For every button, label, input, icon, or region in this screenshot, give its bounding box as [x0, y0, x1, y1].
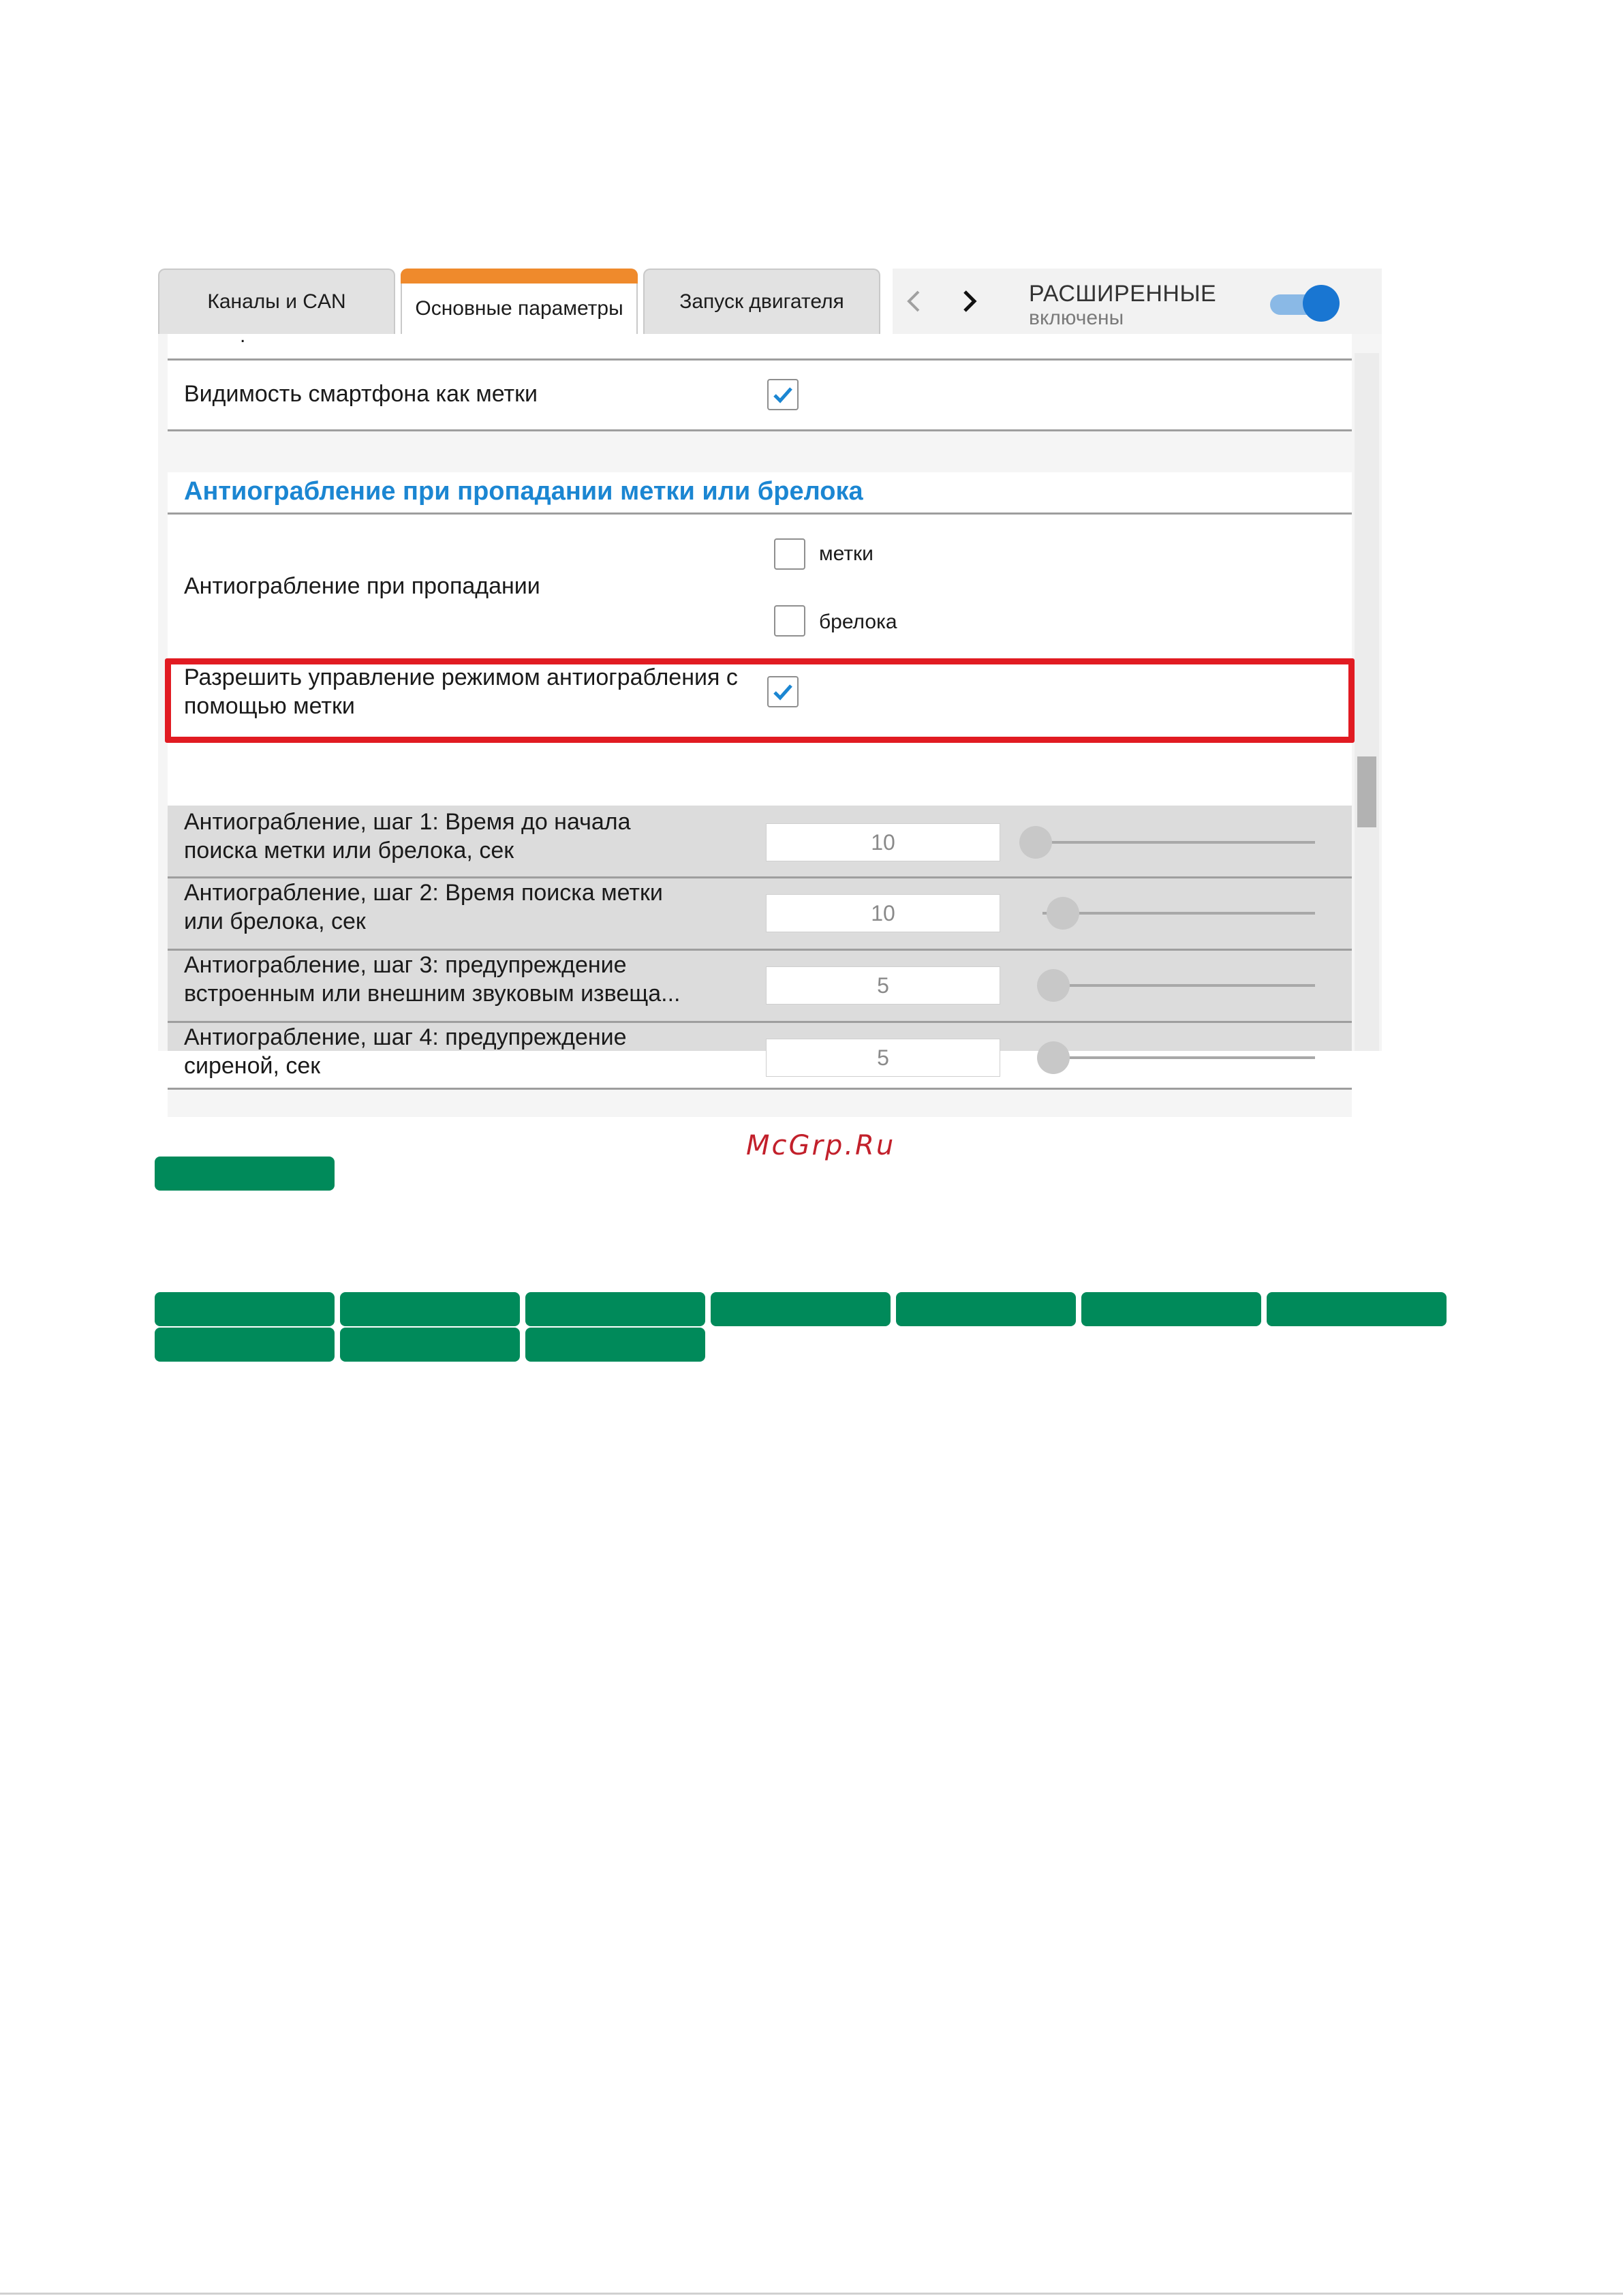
step-slider-track[interactable]	[1029, 841, 1315, 844]
green-bar	[340, 1292, 520, 1326]
step-value-input[interactable]: 10	[766, 823, 1000, 861]
chevron-right-icon[interactable]	[955, 286, 983, 316]
green-bar	[711, 1292, 891, 1326]
step-label-line1: Антиограбление, шаг 4: предупреждение	[184, 1024, 627, 1050]
green-bar	[896, 1292, 1076, 1326]
green-bar	[1267, 1292, 1447, 1326]
step-row	[168, 950, 1352, 1021]
page-bottom-rule	[0, 2293, 1623, 2295]
step-slider-track[interactable]	[1040, 984, 1315, 987]
allow-control-label-line1: Разрешить управление режимом антиограбления с	[184, 664, 738, 690]
highlight-frame	[165, 658, 1355, 743]
section-underline	[168, 512, 1352, 515]
tab-label: Запуск двигателя	[679, 290, 844, 313]
step-label-line2: сиреной, сек	[184, 1053, 321, 1079]
allow-control-label-line2: помощью метки	[184, 693, 355, 719]
section-spacer	[168, 431, 1352, 472]
step-label-line2: встроенным или внешним звуковым извеща...	[184, 981, 681, 1007]
step-row	[168, 878, 1352, 949]
step-value-input[interactable]: 5	[766, 1039, 1000, 1077]
scrollbar-thumb[interactable]	[1357, 756, 1376, 827]
antirobbery-keyfob-label: брелока	[819, 611, 897, 633]
check-icon	[771, 383, 795, 406]
green-bar	[525, 1328, 705, 1362]
clipped-row-fragment: .	[240, 324, 246, 347]
green-bar	[155, 1157, 335, 1191]
antirobbery-steps	[168, 806, 1352, 1079]
step-label-line2: поиска метки или брелока, сек	[184, 838, 514, 863]
tab-engine-start[interactable]	[643, 269, 880, 334]
antirobbery-tag-label: метки	[819, 542, 874, 565]
advanced-mode-title: РАСШИРЕННЫЕ	[1029, 281, 1217, 307]
step-value-input[interactable]: 10	[766, 894, 1000, 932]
green-bar	[155, 1292, 335, 1326]
step-label-line1: Антиограбление, шаг 1: Время до начала	[184, 809, 631, 835]
tab-label: Основные параметры	[415, 297, 623, 320]
step-slider-knob[interactable]	[1019, 826, 1052, 859]
step-value-input[interactable]: 5	[766, 966, 1000, 1005]
watermark: McGrp.Ru	[746, 1130, 896, 1161]
step-label-line1: Антиограбление, шаг 2: Время поиска метки	[184, 880, 663, 906]
green-bar	[340, 1328, 520, 1362]
step-row	[168, 1022, 1352, 1093]
list-footer	[168, 1090, 1352, 1117]
tab-channels-can[interactable]	[158, 269, 395, 334]
section-title: Антиограбление при пропадании метки или брелока	[184, 477, 863, 506]
chevron-left-icon[interactable]	[901, 286, 928, 316]
green-bar	[155, 1328, 335, 1362]
tab-main-parameters[interactable]	[401, 269, 638, 337]
advanced-mode-status: включены	[1029, 307, 1124, 329]
advanced-mode-toggle[interactable]	[1270, 284, 1338, 322]
antirobbery-loss-label: Антиограбление при пропадании	[184, 573, 540, 599]
antirobbery-tag-checkbox[interactable]	[774, 538, 805, 570]
green-bar	[1081, 1292, 1261, 1326]
step-slider-knob[interactable]	[1037, 969, 1070, 1002]
smartphone-visibility-label: Видимость смартфона как метки	[184, 381, 538, 407]
row-divider	[168, 358, 1352, 361]
green-bar	[525, 1292, 705, 1326]
step-row	[168, 806, 1352, 876]
step-slider-knob[interactable]	[1047, 897, 1079, 930]
step-slider-knob[interactable]	[1037, 1041, 1070, 1074]
toggle-knob	[1303, 285, 1340, 322]
smartphone-visibility-checkbox[interactable]	[767, 379, 799, 410]
antirobbery-keyfob-checkbox[interactable]	[774, 605, 805, 637]
step-label-line2: или брелока, сек	[184, 908, 366, 934]
step-slider-track[interactable]	[1042, 912, 1315, 915]
step-slider-track[interactable]	[1040, 1056, 1315, 1059]
tab-label: Каналы и CAN	[207, 290, 346, 313]
step-label-line1: Антиограбление, шаг 3: предупреждение	[184, 952, 627, 978]
vertical-scrollbar[interactable]	[1355, 353, 1379, 1051]
